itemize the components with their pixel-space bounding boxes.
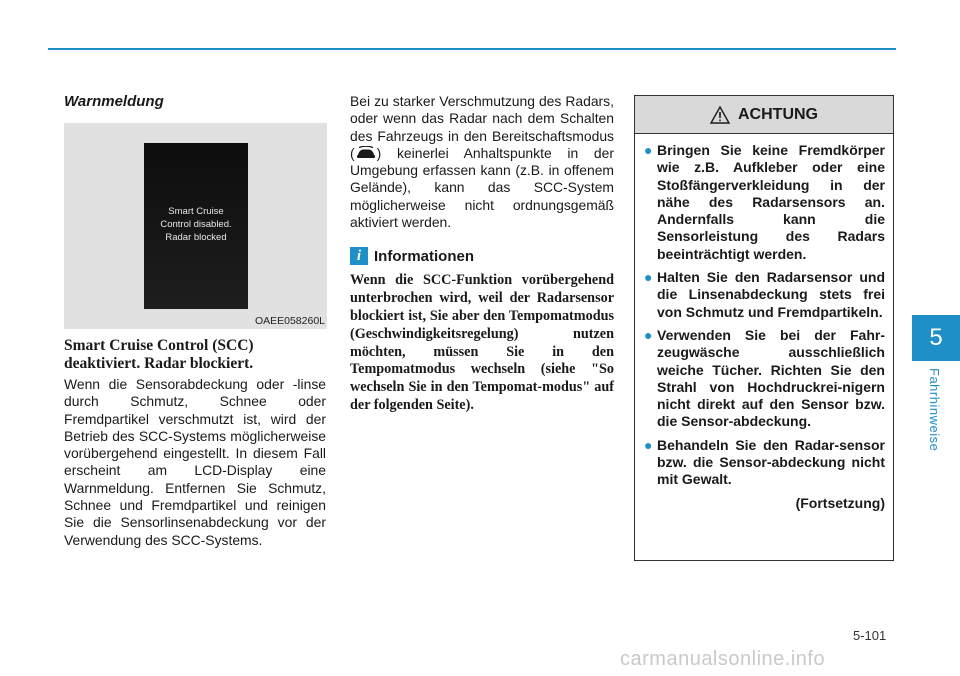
lcd-message (144, 205, 248, 244)
continued-label: (Fortsetzung) (795, 494, 885, 511)
lcd-line: Control disabled. (160, 219, 232, 230)
caution-item-text: Halten Sie den Radarsensor und die Linsenabdeckung stets frei von Schmutz und Fremdpartikeln. (657, 269, 885, 320)
radar-paragraph (350, 93, 614, 231)
caution-list (635, 134, 893, 489)
caution-item-text: Behandeln Sie den Radar-sensor bzw. die Sensor-abdeckung nicht mit Gewalt. (657, 436, 885, 488)
caution-item-text: Bringen Sie keine Fremdkörper wie z.B. Aufkleber oder eine Stoßfängerverkleidung in der nähe des Radarsensors an. Andernfalls kann die Sensorleistung des Radars beeinträchtigt werden. (657, 142, 885, 262)
chapter-label: Fahrhinweise (927, 368, 942, 452)
bullet-icon: ● (644, 436, 653, 453)
caution-header (635, 96, 893, 134)
caution-item (641, 142, 885, 263)
bullet-icon: ● (644, 142, 653, 158)
lcd-screen (144, 143, 248, 309)
lcd-line: Smart Cruise (168, 206, 224, 217)
info-title: Informationen (374, 247, 474, 265)
caution-item (641, 269, 885, 321)
bullet-icon: ● (644, 269, 653, 286)
lcd-figure (64, 123, 327, 329)
info-icon: i (350, 247, 368, 265)
radar-paragraph-start: Bei zu starker Verschmutzung des Radars, oder wenn das Radar nach dem Schalten des Fahrzeugs in den Bereitschaftsmodus ( (350, 93, 614, 161)
info-header (350, 247, 614, 265)
section-title: Warnmeldung (64, 93, 164, 110)
caution-box (634, 95, 894, 561)
watermark: carmanualsonline.info (620, 648, 826, 670)
warning-triangle-icon (710, 106, 730, 124)
top-rule (48, 48, 896, 50)
figure-caption: OAEE058260L (254, 315, 325, 327)
vehicle-radar-icon (355, 146, 377, 160)
bullet-icon: ● (644, 326, 653, 343)
caution-item-text: Verwenden Sie bei der Fahr-zeugwäsche ausschließlich weiche Tücher. Richten Sie den Strahl von Hochdruckrei-nigern nicht direkt auf den Sensor bzw. die Sensor-abdeckung. (657, 326, 885, 430)
info-text: Wenn die SCC-Funktion vorübergehend unterbrochen wird, weil der Radarsensor blockiert ist, Sie aber den Tempomatmodus (Geschwindigkeitsregelung) nutzen möchten, müssen Sie in den Tempomatmodus wechseln (siehe "So wechseln Sie in den Tempomat-modus" auf der folgenden Seite). (350, 272, 614, 413)
chapter-tab[interactable]: 5 (912, 315, 960, 361)
subheading: Smart Cruise Control (SCC) deaktiviert. Radar blockiert. (64, 337, 254, 372)
body-paragraph: Wenn die Sensorabdeckung oder -linse durch Schmutz, Schnee oder Fremdpartikel verschmutzt ist, wird der Betrieb des SCC-Systems möglicherweise vorübergehend eingestellt. In diesem Fall erscheint am LCD-Display eine Warnmeldung. Entfernen Sie Schmutz, Schnee und Fremdpartikel und reinigen Sie die Sensorlinsenabdeckung vor der Verwendung des SCC-Systems. (64, 376, 326, 548)
caution-item (641, 437, 885, 489)
column-two (350, 93, 614, 415)
caution-item (641, 327, 885, 431)
page-number: 5-101 (853, 628, 887, 643)
lcd-line: Radar blocked (165, 232, 227, 243)
radar-paragraph-end: ) keinerlei Anhaltspunkte in der Umgebung erfassen kann (z.B. in offenem Gelände), kann das SCC-System möglicherweise nicht ordnungsgemäß aktiviert werden. (350, 144, 614, 231)
caution-title: ACHTUNG (738, 105, 818, 123)
